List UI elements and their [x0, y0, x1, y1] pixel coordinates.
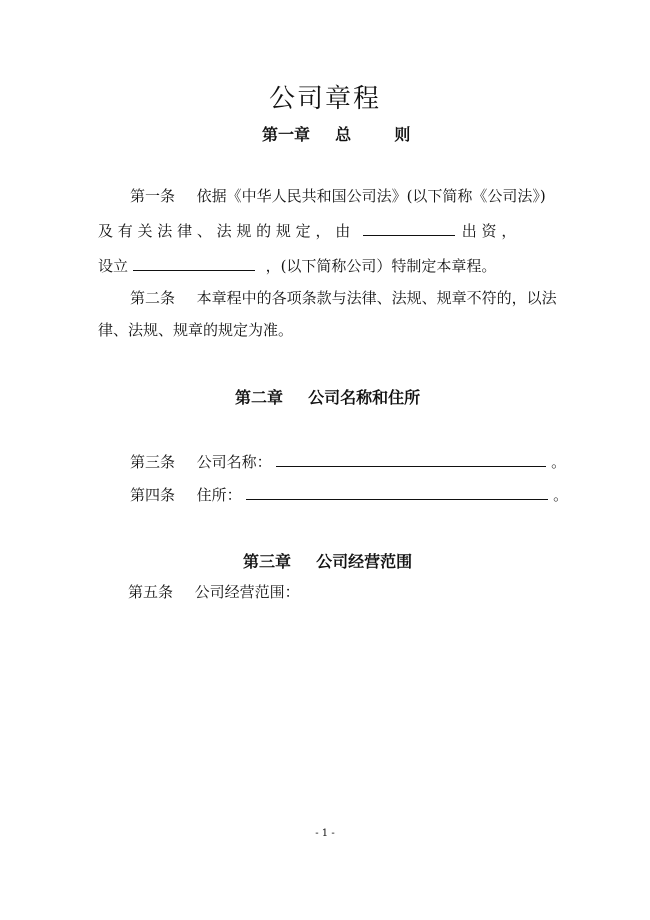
chapter-1-title-part-b: 则	[394, 125, 411, 144]
article-1-text-line-2b: 出 资 ，	[461, 222, 517, 240]
article-2-label: 第二条	[130, 289, 176, 307]
article-5-text: 公司经营范围：	[194, 583, 300, 601]
chapter-1-title-part-a: 总	[335, 125, 352, 144]
article-3-text: 公司名称：	[196, 453, 272, 471]
article-4-end: 。	[553, 486, 569, 504]
chapter-2-title: 公司名称和住所	[308, 388, 421, 407]
chapter-1-number: 第一章	[262, 125, 311, 144]
article-3-end: 。	[551, 453, 567, 471]
chapter-3-number: 第三章	[243, 552, 292, 571]
article-1-text-line-1: 依据《中华人民共和国公司法》(以下简称《公司法》)	[196, 187, 546, 205]
article-1-line-2	[98, 221, 516, 241]
article-1-text-line-3b: ，(以下简称公司）特制定本章程。	[265, 257, 497, 275]
article-1-line-3	[98, 256, 496, 276]
article-3-line	[130, 452, 566, 472]
article-4-label: 第四条	[130, 486, 176, 504]
page-number: - 1 -	[315, 828, 335, 839]
chapter-1-heading	[262, 122, 410, 145]
chapter-2-number: 第二章	[235, 388, 284, 407]
investor-name-blank[interactable]	[363, 221, 455, 236]
article-1-line-1	[130, 186, 546, 206]
article-2-line-2: 律、法规、规章的规定为准。	[98, 321, 294, 339]
chapter-3-title: 公司经营范围	[316, 552, 413, 571]
article-1-text-line-3a: 设立	[98, 257, 129, 275]
article-2-text-line-1: 本章程中的各项条款与法律、法规、规章不符的，以法	[196, 289, 557, 307]
article-1-label: 第一条	[130, 187, 176, 205]
company-name-blank[interactable]	[133, 256, 255, 271]
company-name-field-blank[interactable]	[276, 452, 546, 467]
address-field-blank[interactable]	[246, 485, 548, 500]
chapter-3-heading	[243, 549, 412, 572]
article-4-text: 住所：	[196, 486, 242, 504]
article-2-line-1	[130, 288, 557, 308]
chapter-2-heading	[235, 385, 420, 408]
article-1-text-line-2a: 及 有 关 法 律 、 法 规 的 规 定 ， 由	[98, 222, 351, 240]
article-5-label: 第五条	[128, 583, 174, 601]
article-3-label: 第三条	[130, 453, 176, 471]
article-5-line	[128, 582, 300, 602]
document-title: 公司章程	[268, 84, 381, 114]
article-4-line	[130, 485, 568, 505]
